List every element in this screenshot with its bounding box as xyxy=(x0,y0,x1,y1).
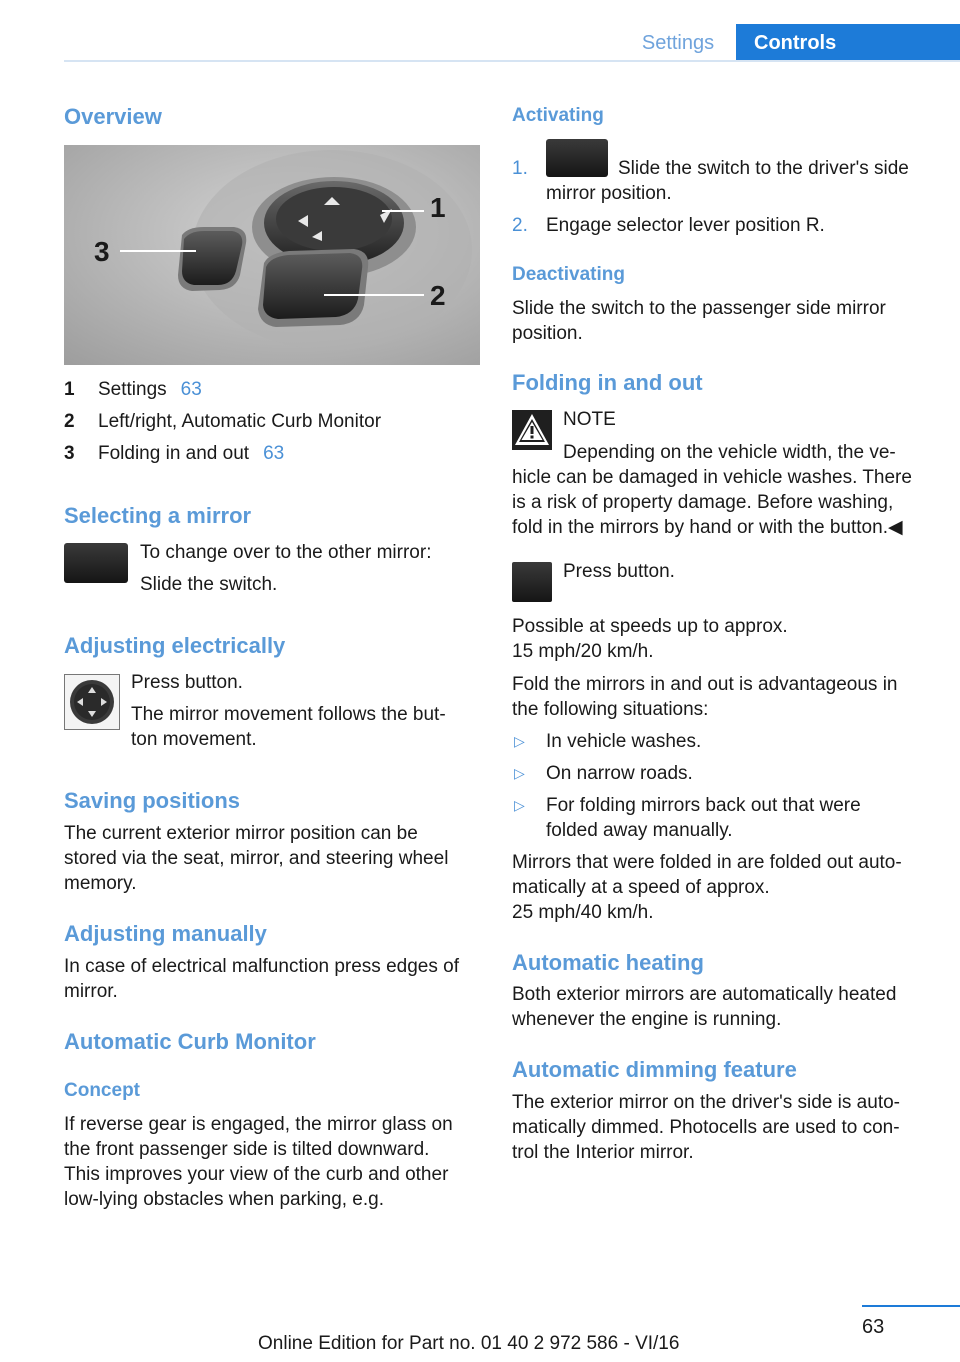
body-text: Fold the mirrors in and out is advantageous in xyxy=(512,674,898,695)
body-text: Possible at speeds up to approx. xyxy=(512,616,788,637)
overview-heading: Overview xyxy=(64,104,162,129)
body-text: The exterior mirror on the driver's side is auto‐ xyxy=(512,1092,900,1113)
page-ref-link[interactable]: 63 xyxy=(180,379,202,400)
adjusting-text: ton movement. xyxy=(131,729,257,750)
step-text: Slide the switch to the driver's side xyxy=(618,158,909,179)
body-text: memory. xyxy=(64,873,137,894)
step-text: Engage selector lever position R. xyxy=(546,215,825,236)
body-text: matically dimmed. Photocells are used to con‐ xyxy=(512,1117,900,1138)
adjusting-electrically-heading: Adjusting electrically xyxy=(64,633,286,658)
tab-settings[interactable]: Settings xyxy=(641,31,715,54)
note-text: fold in the mirrors by hand or with the button.◀ xyxy=(512,517,903,538)
legend-item xyxy=(64,406,480,438)
bullet-triangle-icon: ▷ xyxy=(514,797,525,813)
body-text: Slide the switch to the passenger side mirror xyxy=(512,298,886,319)
page-ref-link[interactable]: 63 xyxy=(263,443,285,464)
body-text: stored via the seat, mirror, and steering wheel xyxy=(64,848,449,869)
adjusting-manually-heading: Adjusting manually xyxy=(64,921,267,946)
mirror-switch-icon xyxy=(64,543,128,583)
step-text: mirror position. xyxy=(546,183,672,204)
body-text: Both exterior mirrors are automatically heated xyxy=(512,984,897,1005)
body-text: mirror. xyxy=(64,981,118,1002)
body-text: The current exterior mirror position can be xyxy=(64,823,418,844)
body-text: 15 mph/20 km/h. xyxy=(512,641,654,662)
selecting-mirror-heading: Selecting a mirror xyxy=(64,503,252,528)
concept-heading: Concept xyxy=(64,1080,140,1101)
legend-label: Left/right, Automatic Curb Monitor xyxy=(98,411,382,432)
list-item: In vehicle washes. xyxy=(546,731,702,752)
step-number: 1. xyxy=(512,158,528,179)
body-text: the following situations: xyxy=(512,699,709,720)
callout-2: 2 xyxy=(430,280,446,311)
direction-pad-icon xyxy=(64,674,120,730)
page-number: 63 xyxy=(862,1316,885,1338)
legend-item xyxy=(64,374,480,406)
legend-number: 2 xyxy=(64,411,75,432)
body-text: the front passenger side is tilted downward. xyxy=(64,1139,430,1160)
body-text: position. xyxy=(512,323,583,344)
list-item: On narrow roads. xyxy=(546,763,693,784)
warning-icon xyxy=(512,410,552,450)
bullet-triangle-icon: ▷ xyxy=(514,765,525,781)
legend-number: 1 xyxy=(64,379,75,400)
body-text: matically at a speed of approx. xyxy=(512,877,770,898)
note-text: hicle can be damaged in vehicle washes. There xyxy=(512,467,912,488)
legend-item xyxy=(64,438,480,470)
callout-1: 1 xyxy=(430,192,446,223)
edition-footer: Online Edition for Part no. 01 40 2 972 586 - VI/16 xyxy=(258,1333,680,1354)
note-text: Depending on the vehicle width, the ve‐ xyxy=(563,442,896,463)
body-text: In case of electrical malfunction press edges of xyxy=(64,956,459,977)
body-text: whenever the engine is running. xyxy=(512,1009,782,1030)
press-button-text: Press button. xyxy=(563,561,675,582)
selecting-text: Slide the switch. xyxy=(140,574,278,595)
dimming-heading: Automatic dimming feature xyxy=(512,1057,797,1082)
list-item: For folding mirrors back out that were xyxy=(546,795,861,816)
body-text: If reverse gear is engaged, the mirror glass on xyxy=(64,1114,453,1135)
legend-label: Settings xyxy=(98,379,167,400)
mirror-switch-photo xyxy=(64,145,480,365)
activating-heading: Activating xyxy=(512,105,604,126)
legend-number: 3 xyxy=(64,443,75,464)
body-text: Mirrors that were folded in are folded out auto‐ xyxy=(512,852,902,873)
note-text: is a risk of property damage. Before washing, xyxy=(512,492,894,513)
footer-divider xyxy=(862,1305,960,1307)
note-title: NOTE xyxy=(563,409,616,430)
curb-monitor-heading: Automatic Curb Monitor xyxy=(64,1029,316,1054)
selecting-text: To change over to the other mirror: xyxy=(140,542,432,563)
heating-heading: Automatic heating xyxy=(512,950,704,975)
list-item: folded away manually. xyxy=(546,820,733,841)
bullet-triangle-icon: ▷ xyxy=(514,733,525,749)
body-text: low-lying obstacles when parking, e.g. xyxy=(64,1189,385,1210)
adjusting-text: The mirror movement follows the but‐ xyxy=(131,704,446,725)
step-number: 2. xyxy=(512,215,528,236)
mirror-controls-figure xyxy=(64,145,480,365)
callout-3: 3 xyxy=(94,236,110,267)
header-divider xyxy=(64,60,960,62)
adjusting-text: Press button. xyxy=(131,672,243,693)
fold-button-icon xyxy=(512,562,552,602)
folding-heading: Folding in and out xyxy=(512,370,703,395)
body-text: 25 mph/40 km/h. xyxy=(512,902,654,923)
body-text: trol the Interior mirror. xyxy=(512,1142,694,1163)
tab-controls[interactable]: Controls xyxy=(736,24,960,62)
legend-label: Folding in and out xyxy=(98,443,250,464)
saving-positions-heading: Saving positions xyxy=(64,788,241,813)
deactivating-heading: Deactivating xyxy=(512,264,625,285)
mirror-switch-icon xyxy=(546,139,608,177)
body-text: This improves your view of the curb and other xyxy=(64,1164,449,1185)
